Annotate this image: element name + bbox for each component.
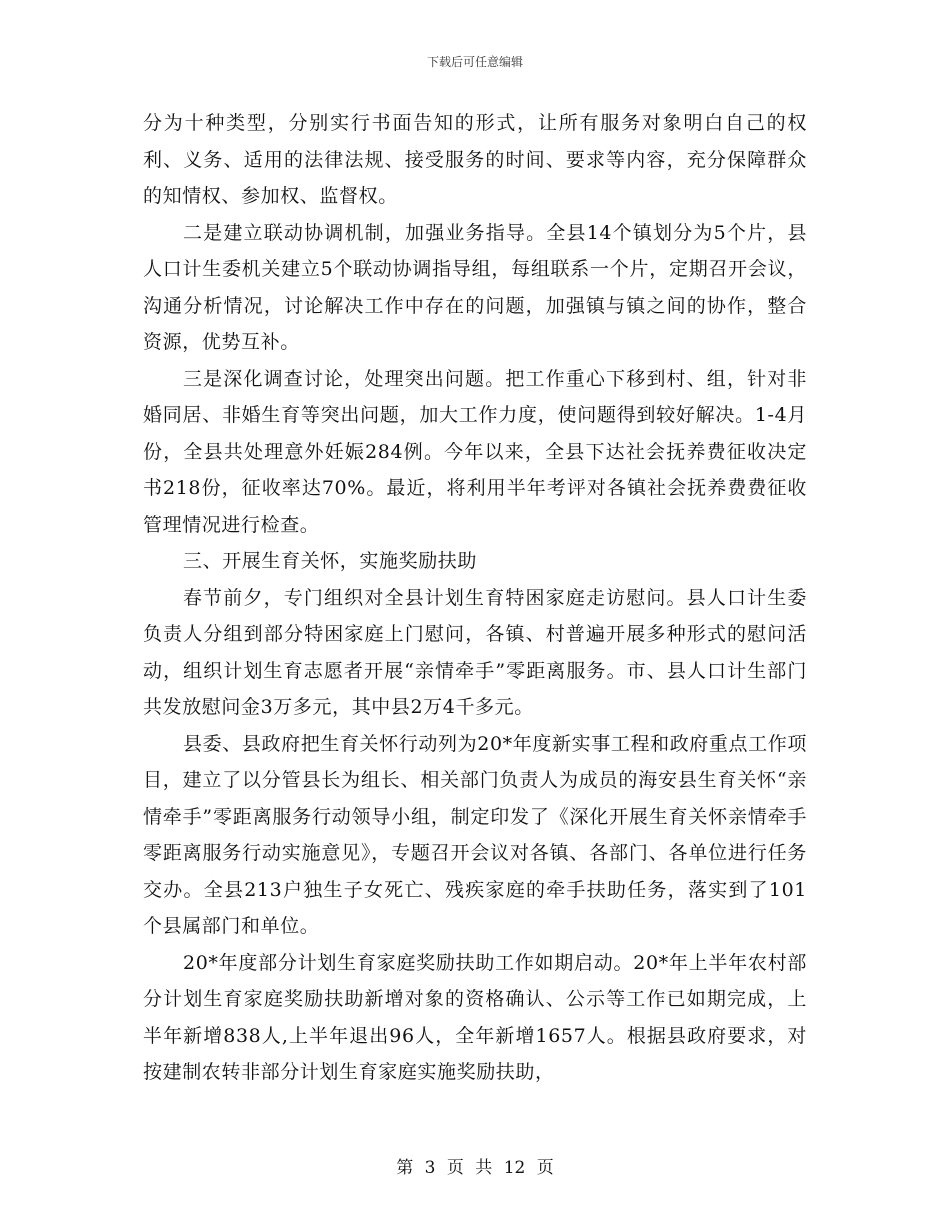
- paragraph-coordination: 二是建立联动协调机制，加强业务指导。全县14个镇划分为5个片，县人口计生委机关建立5个联动协调指导组，每组联系一个片，定期召开会议，沟通分析情况，讨论解决工作中存在的问题，加强镇与镇之间的协作，整合资源，优势互补。: [143, 221, 807, 353]
- paragraph-investigation: 三是深化调查讨论，处理突出问题。把工作重心下移到村、组，针对非婚同居、非婚生育等突出问题，加大工作力度，使问题得到较好解决。1-4月份，全县共处理意外妊娠284例。今年以来，全县下达社会抚养费征收决定书218份，征收率达70%。最近，将利用半年考评对各镇社会抚养费费征收管理情况进行检查。: [143, 367, 807, 536]
- paragraph-care-action: 县委、县政府把生育关怀行动列为20*年度新实事工程和政府重点工作项目，建立了以分管县长为组长、相关部门负责人为成员的海安县生育关怀“亲情牵手”零距离服务行动领导小组，制定印发了《深化开展生育关怀亲情牵手零距离服务行动实施意见》，专题召开会议对各镇、各部门、各单位进行任务交办。全县213户独生子女死亡、残疾家庭的牵手扶助任务，落实到了101个县属部门和单位。: [143, 732, 807, 937]
- paragraph-continuation: 分为十种类型，分别实行书面告知的形式，让所有服务对象明白自己的权利、义务、适用的法律法规、接受服务的时间、要求等内容，充分保障群众的知情权、参加权、监督权。: [143, 112, 807, 207]
- section-heading: 三、开展生育关怀，实施奖励扶助: [183, 550, 478, 572]
- page-number: 第 3 页 共 12 页: [396, 1158, 554, 1178]
- document-body: [143, 105, 807, 1091]
- paragraph-reward-assistance: 20*年度部分计划生育家庭奖励扶助工作如期启动。20*年上半年农村部分计划生育家庭奖励扶助新增对象的资格确认、公示等工作已如期完成，上半年新增838人,上半年退出96人，全年新增1657人。根据县政府要求，对按建制农转非部分计划生育家庭实施奖励扶助，: [143, 951, 807, 1083]
- page-header-note: 下载后可任意编辑: [426, 55, 523, 69]
- paragraph-spring-festival: 春节前夕，专门组织对全县计划生育特困家庭走访慰问。县人口计生委负责人分组到部分特困家庭上门慰问，各镇、村普遍开展多种形式的慰问活动，组织计划生育志愿者开展“亲情牵手”零距离服务。市、县人口计生部门共发放慰问金3万多元，其中县2万4千多元。: [143, 586, 807, 718]
